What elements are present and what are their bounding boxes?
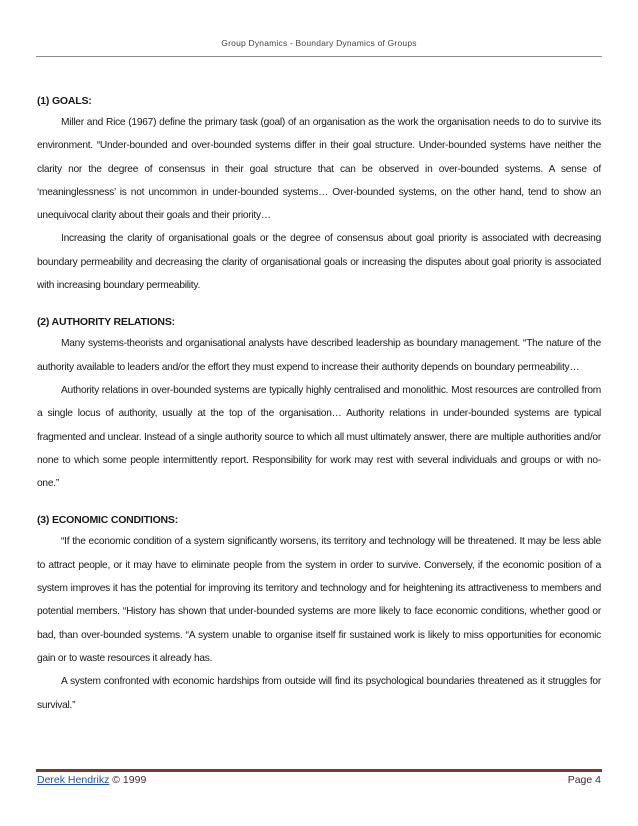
section-heading: (1) GOALS: (37, 95, 92, 107)
paragraph: Miller and Rice (1967) define the primary task (goal) of an organisation as the work the organisation needs to do to survive its environment. “Under-bounded and over-bounded systems differ in their goal structure. Under-bounded systems have neither the clarity nor the degree of consensus in their goal structure that can be observed in over-bounded systems. A sense of ‘meaninglessness’ is not uncommon in under-bounded systems… Over-bounded systems, on the other hand, tend to show an unequivocal clarity about their goals and their priority… (37, 117, 601, 222)
paragraph: Authority relations in over-bounded systems are typically highly centralised and monolithic. Most resources are controlled from a single locus of authority, usually at the top of the organisation… Authority relations in under-bounded systems are typical fragmented and unclear. Instead of a single authority source to which all must ultimately answer, there are multiple authorities and/or none to which some people intermittently report. Responsibility for work may rest with several individuals and groups or with no-one.” (37, 384, 601, 490)
section-heading: (2) AUTHORITY RELATIONS: (37, 316, 175, 329)
section-goals (37, 92, 601, 297)
footer-divider (36, 769, 602, 772)
section-heading: (3) ECONOMIC CONDITIONS: (37, 514, 179, 527)
paragraph: A system confronted with economic hardships from outside will find its psychological boundaries threatened as it struggles for survival.” (37, 676, 601, 711)
section-economic-conditions (37, 511, 601, 716)
author-link[interactable]: Derek Hendrikz (37, 774, 110, 786)
header-divider (36, 56, 602, 57)
copyright-text: © 1999 (112, 774, 147, 786)
section-authority-relations (37, 313, 601, 495)
document-body (37, 92, 601, 733)
paragraph: Many systems-theorists and organisational analysts have described leadership as boundary management. “The nature of the authority available to leaders and/or the effort they must expend to increase their authority depends on boundary permeability… (37, 338, 601, 373)
page-number: Page 4 (567, 774, 601, 786)
paragraph: Increasing the clarity of organisational goals or the degree of consensus about goal priority is associated with decreasing boundary permeability and decreasing the clarity of organisational goals or increasing the disputes about goal priority is associated with increasing boundary permeability. (37, 233, 601, 292)
page-footer (37, 774, 601, 786)
paragraph: “If the economic condition of a system significantly worsens, its territory and technology will be threatened. It may be less able to attract people, or it may have to eliminate people from the system in order to survive. Conversely, if the economic position of a system improves it has the potential for improving its territory and technology and for heightening its attractiveness to members and potential members. “History has shown that under-bounded systems are more likely to face economic conditions, whether good or bad, than over-bounded systems. “A system unable to organise itself fir sustained work is likely to miss opportunities for economic gain or to waste resources it already has. (37, 536, 601, 664)
running-header: Group Dynamics - Boundary Dynamics of Groups (221, 38, 417, 48)
